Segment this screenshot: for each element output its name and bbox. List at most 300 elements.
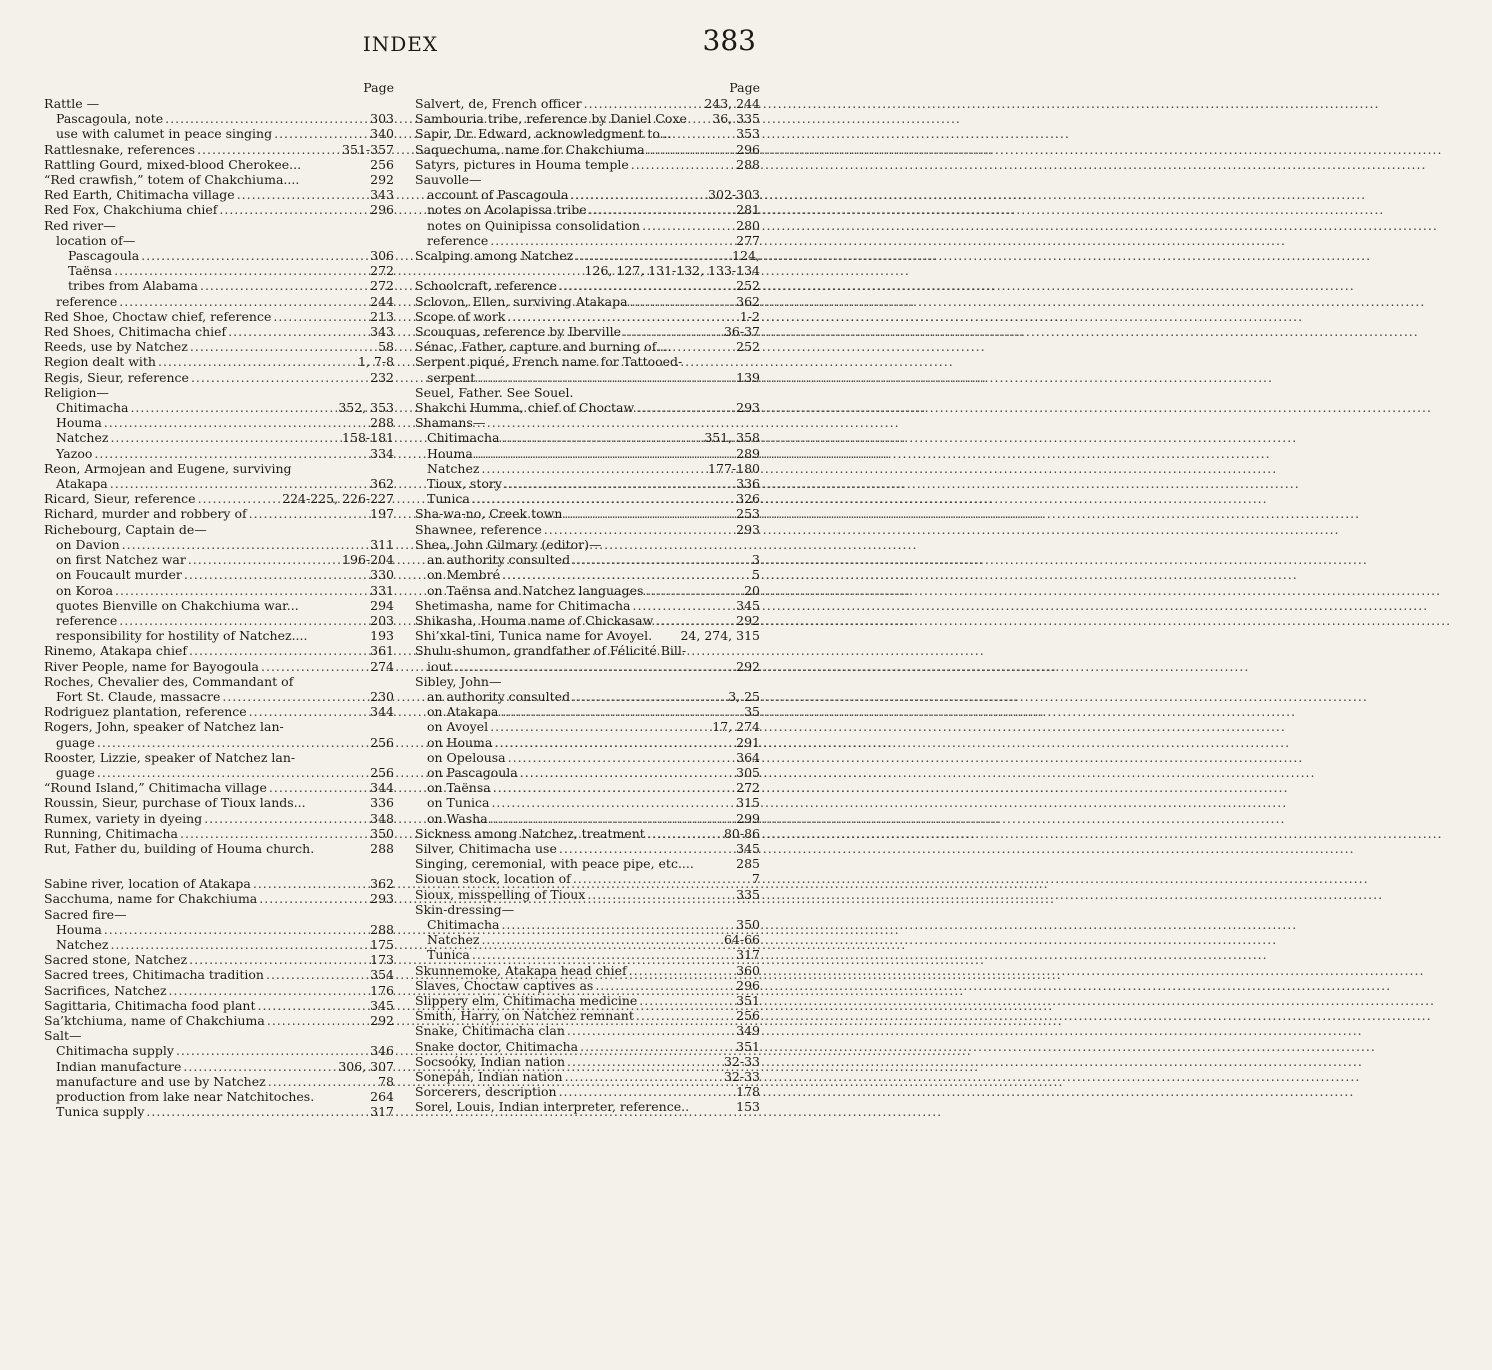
index-entry <box>44 476 394 491</box>
index-entry <box>44 339 394 354</box>
index-entry <box>44 735 394 750</box>
index-entry <box>44 506 394 521</box>
entry-term: serpent <box>427 369 476 385</box>
entry-term: Indian manufacture <box>56 1058 182 1074</box>
dot-leader <box>104 415 368 430</box>
dot-leader <box>197 142 340 157</box>
entry-term: Slippery elm, Chitimacha medicine <box>415 992 638 1008</box>
entry-term: Richard, murder and robbery of <box>44 506 247 522</box>
dot-leader <box>572 689 726 704</box>
dot-leader <box>261 659 368 674</box>
entry-term: Smith, Harry, on Natchez remnant <box>415 1008 634 1024</box>
entry-page-ref: 5 <box>752 567 760 583</box>
entry-page-ref: 364 <box>736 749 760 765</box>
entry-page-ref: 58 <box>378 339 394 355</box>
index-entry <box>44 952 394 967</box>
entry-term: Yazoo <box>56 445 93 461</box>
entry-page-ref: 3, 25 <box>728 688 760 704</box>
entry-term: Shi’xkal-tīni, Tunica name for Avoyel. <box>415 628 653 644</box>
entry-term: River People, name for Bayogoula <box>44 658 260 674</box>
index-entry <box>44 430 394 445</box>
entry-page-ref: 351, 358 <box>704 430 760 446</box>
index-column-left <box>44 80 394 1119</box>
entry-page-ref: 158-181 <box>342 430 394 446</box>
dot-leader <box>493 780 734 795</box>
dot-leader <box>97 735 368 750</box>
entry-term: Sonepáh, Indian nation <box>415 1069 563 1084</box>
dot-leader <box>504 476 734 491</box>
entry-page-ref: 302-303 <box>708 187 760 203</box>
index-entry <box>44 491 394 506</box>
entry-page-ref: 252 <box>736 339 760 355</box>
dot-leader <box>636 400 734 415</box>
dot-leader <box>110 430 340 445</box>
index-entry <box>415 704 760 719</box>
index-entry <box>44 1089 394 1104</box>
dot-leader <box>481 932 722 947</box>
entry-term: Tunica <box>427 491 470 507</box>
entry-page-ref: 317 <box>736 947 760 963</box>
entry-term: Sickness among Natchez, treatment <box>415 825 645 841</box>
entry-term: Regis, Sieur, reference <box>44 369 189 385</box>
entry-page-ref: 252 <box>736 278 760 294</box>
entry-term: Scouquas, reference by Iberville <box>415 324 621 340</box>
entry-page-ref: 350 <box>370 825 394 841</box>
index-heading: Shamans— <box>415 415 486 431</box>
entry-term: on Atakapa <box>427 704 499 720</box>
entry-term: Shakchi Humma, chief of Choctaw <box>415 400 635 416</box>
index-entry <box>415 613 760 628</box>
entry-page-ref: 224-225, 226-227 <box>282 491 394 507</box>
index-entry <box>415 248 760 263</box>
entry-term: Chitimacha supply <box>56 1043 174 1059</box>
entry-page-ref: 20 <box>744 582 760 598</box>
index-entry <box>44 1104 394 1119</box>
dot-leader <box>520 765 734 780</box>
entry-term: an authority consulted <box>427 552 571 568</box>
entry-term: on Washa <box>427 810 488 826</box>
dot-leader <box>573 871 750 886</box>
index-heading: Salt— <box>44 1028 82 1044</box>
entry-page-ref: 32-33 <box>723 1069 760 1084</box>
entry-page-ref: 32-33 <box>723 1053 760 1069</box>
dot-leader <box>115 583 368 598</box>
index-entry <box>44 891 394 906</box>
entry-term: Ricard, Sieur, reference <box>44 491 196 507</box>
entry-term: Socsoóky, Indian nation <box>415 1053 566 1069</box>
dot-leader <box>575 248 730 263</box>
entry-page-ref: 306 <box>370 248 394 264</box>
entry-page-ref: 272 <box>370 278 394 294</box>
entry-term: iout <box>427 658 452 674</box>
entry-term: Pascagoula <box>68 248 140 264</box>
entry-page-ref: 315 <box>736 795 760 811</box>
index-entry <box>415 1084 760 1099</box>
index-entry <box>44 643 394 658</box>
index-entry <box>44 841 394 856</box>
dot-leader <box>273 309 368 324</box>
index-entry <box>415 522 760 537</box>
entry-page-ref: 1, 7-8 <box>357 354 394 370</box>
index-entry <box>415 187 760 202</box>
entry-page-ref: 272 <box>370 263 394 279</box>
index-entry <box>415 324 760 339</box>
entry-term: on Opelousa <box>427 749 506 765</box>
entry-term: Rumex, variety in dyeing <box>44 810 203 826</box>
dot-leader <box>146 1104 368 1119</box>
entry-page-ref: 335 <box>736 886 760 902</box>
index-entry <box>44 826 394 841</box>
index-entry <box>415 811 760 826</box>
entry-page-ref: 317 <box>370 1104 394 1120</box>
entry-page-ref: 351 <box>736 1038 760 1054</box>
entry-page-ref: 294 <box>370 597 394 613</box>
dot-leader <box>190 339 376 354</box>
index-entry <box>44 415 394 430</box>
entry-page-ref: 292 <box>370 172 394 188</box>
index-entry <box>415 202 760 217</box>
dot-leader <box>249 506 369 521</box>
index-entry <box>415 932 760 947</box>
entry-term: Sorcerers, description <box>415 1084 557 1100</box>
entry-term: tribes from Alabama <box>68 278 198 294</box>
entry-term: Sacred stone, Natchez <box>44 952 188 968</box>
index-entry <box>44 967 394 982</box>
index-entry <box>44 354 394 369</box>
index-entry <box>44 202 394 217</box>
dot-leader <box>158 354 356 369</box>
entry-term: Region dealt with <box>44 354 156 370</box>
dot-leader <box>491 795 734 810</box>
index-heading: Red river— <box>44 217 116 233</box>
index-entry <box>415 1023 760 1038</box>
index-entry <box>44 689 394 704</box>
entry-term: manufacture and use by Natchez <box>56 1073 266 1089</box>
entry-term: Sioux, misspelling of Tioux <box>415 886 586 902</box>
index-entry <box>415 339 760 354</box>
entry-page-ref: 345 <box>370 997 394 1013</box>
entry-term: Sacred trees, Chitimacha tradition <box>44 967 264 983</box>
entry-page-ref: 230 <box>370 688 394 704</box>
index-entry <box>44 598 394 613</box>
index-entry <box>415 841 760 856</box>
index-entry <box>44 704 394 719</box>
dot-leader <box>508 750 735 765</box>
entry-page-ref: 232 <box>370 369 394 385</box>
index-entry <box>415 1069 760 1084</box>
entry-page-ref: 17, 274 <box>712 719 760 735</box>
index-entry <box>415 978 760 993</box>
index-heading: Reon, Armojean and Eugene, surviving <box>44 460 292 476</box>
entry-term: Siouan stock, location of <box>415 871 571 887</box>
dot-leader <box>97 765 368 780</box>
entry-term: Silver, Chitimacha use <box>415 840 557 856</box>
column-page-heading: Page <box>729 80 760 95</box>
dot-leader <box>490 811 734 826</box>
index-entry <box>415 947 760 962</box>
dot-leader <box>200 278 368 293</box>
dot-leader <box>180 826 368 841</box>
index-entry <box>415 552 760 567</box>
index-heading: Shea, John Gilmary (editor)— <box>415 536 602 552</box>
entry-term: Slaves, Choctaw captives as <box>415 977 594 993</box>
entry-page-ref: 291 <box>736 734 760 750</box>
index-entry <box>415 400 760 415</box>
index-entry <box>415 294 760 309</box>
dot-leader <box>502 567 750 582</box>
dot-leader <box>253 876 368 891</box>
index-entry <box>44 567 394 582</box>
entry-term: Rut, Father du, building of Houma church. <box>44 840 315 856</box>
entry-page-ref: 36-37 <box>723 324 760 340</box>
entry-page-ref: 362 <box>736 293 760 309</box>
entry-term: use with calumet in peace singing <box>56 126 273 142</box>
entry-term: Scalping among Natchez <box>415 248 574 264</box>
entry-page-ref: 274 <box>370 658 394 674</box>
entry-page-ref: 288 <box>370 415 394 431</box>
entry-page-ref: 348 <box>370 810 394 826</box>
entry-page-ref: 177-180 <box>708 460 760 476</box>
index-entry <box>44 780 394 795</box>
column-page-heading: Page <box>363 80 394 95</box>
entry-page-ref: 331 <box>370 582 394 598</box>
entry-term: Sambouria tribe, reference by Daniel Coxe <box>415 111 687 127</box>
entry-page-ref: 296 <box>736 977 760 993</box>
entry-page-ref: 360 <box>736 962 760 978</box>
entry-term: Sacchuma, name for Chakchiuma <box>44 891 258 907</box>
dot-leader <box>104 922 368 937</box>
entry-page-ref: 196-204 <box>342 552 394 568</box>
dot-leader <box>559 1084 735 1099</box>
index-entry <box>415 871 760 886</box>
index-entry <box>44 157 394 172</box>
entry-page-ref: 340 <box>370 126 394 142</box>
entry-page-ref: 36, 335 <box>712 111 760 127</box>
entry-page-ref: 176 <box>370 982 394 998</box>
entry-page-ref: 253 <box>736 506 760 522</box>
entry-page-ref: 80-86 <box>723 825 760 841</box>
entry-term: responsibility for hostility of Natchez.... <box>56 628 308 644</box>
entry-term: Rattlesnake, references <box>44 141 196 157</box>
entry-term: Skunnemoke, Atakapa head chief <box>415 962 627 978</box>
dot-leader <box>567 1023 734 1038</box>
dot-leader <box>587 887 734 902</box>
entry-page-ref: 243, 244 <box>704 96 760 111</box>
entry-term: Red Shoes, Chitimacha chief <box>44 324 227 340</box>
entry-page-ref: 288 <box>370 840 394 856</box>
dot-leader <box>268 1074 376 1089</box>
index-entry <box>44 811 394 826</box>
index-entry <box>415 598 760 613</box>
entry-term: Salvert, de, French officer <box>415 96 582 111</box>
entry-page-ref: 3 <box>752 552 760 568</box>
index-heading: Rattle — <box>44 96 100 111</box>
entry-term: on Foucault murder <box>56 567 182 583</box>
entry-page-ref: 288 <box>370 921 394 937</box>
entry-term: Pascagoula, note <box>56 111 164 127</box>
index-heading: Rooster, Lizzie, speaker of Natchez lan- <box>44 749 296 765</box>
index-entry <box>44 998 394 1013</box>
index-entry <box>415 795 760 810</box>
dot-leader <box>237 187 368 202</box>
entry-page-ref: 293 <box>370 891 394 907</box>
dot-leader <box>119 294 368 309</box>
dot-leader <box>572 552 750 567</box>
entry-page-ref: 64-66 <box>723 932 760 948</box>
index-entry <box>415 1099 760 1114</box>
page-number: 383 <box>702 24 756 57</box>
entry-page-ref: 306, 307 <box>338 1058 394 1074</box>
entry-term: guage <box>56 764 95 780</box>
dot-leader <box>249 704 368 719</box>
entry-page-ref: 256 <box>370 764 394 780</box>
entry-term: on Membré <box>427 567 500 583</box>
index-entry <box>44 111 394 126</box>
section-gap <box>44 856 394 876</box>
index-entry <box>415 491 760 506</box>
entry-term: Houma <box>56 415 102 431</box>
index-entry <box>44 278 394 293</box>
entry-page-ref: 296 <box>370 202 394 218</box>
index-heading: Sibley, John— <box>415 673 502 689</box>
entry-term: Red Shoe, Choctaw chief, reference <box>44 308 272 324</box>
dot-leader <box>630 294 735 309</box>
index-entry <box>44 937 394 952</box>
index-entry <box>415 233 760 248</box>
dot-leader <box>655 613 734 628</box>
entry-term: Sha-wa-no, Creek town <box>415 506 563 522</box>
entry-term: Snake, Chitimacha clan <box>415 1023 565 1039</box>
index-entry <box>415 963 760 978</box>
entry-page-ref: 35 <box>744 704 760 720</box>
entry-page-ref: 351-357 <box>342 141 394 157</box>
entry-term: Tioux, story <box>427 476 502 492</box>
entry-term: on Pascagoula <box>427 764 518 780</box>
entry-page-ref: 344 <box>370 780 394 796</box>
entry-page-ref: 311 <box>370 536 394 552</box>
dot-leader <box>589 202 735 217</box>
entry-page-ref: 292 <box>736 658 760 674</box>
dot-leader <box>454 659 735 674</box>
entry-page-ref: 351 <box>736 992 760 1008</box>
entry-page-ref: 296 <box>736 141 760 157</box>
dot-leader <box>584 96 703 111</box>
entry-term: Shikasha, Houma name of Chickasaw <box>415 612 654 628</box>
entry-page-ref: 178 <box>736 1084 760 1100</box>
entry-term: on Avoyel <box>427 719 489 735</box>
index-entry <box>415 461 760 476</box>
dot-leader <box>472 491 734 506</box>
index-entry <box>415 659 760 674</box>
index-heading: location of— <box>56 232 136 248</box>
entry-page-ref: 193 <box>370 628 394 644</box>
dot-leader <box>645 583 742 598</box>
index-entry <box>415 1054 760 1069</box>
dot-leader <box>267 1013 368 1028</box>
entry-term: on Tunica <box>427 795 490 811</box>
dot-leader <box>188 552 340 567</box>
dot-leader <box>647 826 722 841</box>
dot-leader <box>490 719 710 734</box>
entry-page-ref: 352, 353 <box>338 400 394 416</box>
dot-leader <box>183 1059 336 1074</box>
dot-leader <box>647 142 734 157</box>
entry-term: Natchez <box>427 460 480 476</box>
entry-term: on first Natchez war <box>56 552 186 568</box>
index-entry <box>415 111 760 126</box>
dot-leader <box>119 613 368 628</box>
dot-leader <box>564 506 734 521</box>
entry-page-ref: 78 <box>378 1073 394 1089</box>
dot-leader <box>544 522 734 537</box>
entry-term: Red Earth, Chitimacha village <box>44 187 235 203</box>
index-entry <box>415 567 760 582</box>
entry-term: Sclovon, Ellen, surviving Atakapa <box>415 293 628 309</box>
entry-term: Chitimacha <box>427 916 500 932</box>
entry-page-ref: 292 <box>736 612 760 628</box>
dot-leader <box>130 400 336 415</box>
dot-leader <box>198 491 281 506</box>
entry-term: Taënsa <box>68 263 113 279</box>
entry-term: Natchez <box>427 932 480 948</box>
index-entry <box>415 446 760 461</box>
entry-term: reference <box>427 232 489 248</box>
index-entry <box>44 628 394 643</box>
entry-page-ref: 213 <box>370 308 394 324</box>
entry-term: guage <box>56 734 95 750</box>
entry-page-ref: 175 <box>370 936 394 952</box>
dot-leader <box>189 643 368 658</box>
index-heading: Rogers, John, speaker of Natchez lan- <box>44 719 284 735</box>
entry-term: Chitimacha <box>427 430 500 446</box>
entry-page-ref: 272 <box>736 780 760 796</box>
dot-leader <box>257 998 368 1013</box>
entry-term: Tunica supply <box>56 1104 145 1120</box>
entry-page-ref: 288 <box>736 156 760 172</box>
index-entry <box>44 187 394 202</box>
index-entry <box>415 993 760 1008</box>
index-entry <box>415 780 760 795</box>
dot-leader <box>269 780 368 795</box>
index-entry <box>415 309 760 324</box>
entry-page-ref: 344 <box>370 704 394 720</box>
dot-leader <box>567 1054 722 1069</box>
dot-leader <box>570 187 706 202</box>
index-column-right <box>415 80 760 1115</box>
entry-page-ref: 336 <box>370 795 394 811</box>
dot-leader <box>169 983 369 998</box>
entry-page-ref: 362 <box>370 876 394 892</box>
entry-term: Sénac, Father, capture and burning of.... <box>415 339 672 355</box>
entry-page-ref: 277 <box>736 232 760 248</box>
index-entry <box>44 876 394 891</box>
entry-page-ref: 361 <box>370 643 394 659</box>
index-heading: Richebourg, Captain de— <box>44 521 207 537</box>
entry-term: “Round Island,” Chitimacha village <box>44 780 267 796</box>
entry-term: Seuel, Father. See Souel. <box>415 384 574 400</box>
dot-leader <box>191 370 368 385</box>
index-entry <box>44 1043 394 1058</box>
entry-page-ref: 353 <box>736 126 760 142</box>
dot-leader <box>184 567 368 582</box>
entry-page-ref: 139 <box>736 369 760 385</box>
entry-term: Sabine river, location of Atakapa <box>44 876 251 892</box>
dot-leader <box>632 598 734 613</box>
index-entry <box>415 628 760 643</box>
index-heading: Skin-dressing— <box>415 901 515 917</box>
entry-term: Saquechuma, name for Chakchiuma <box>415 141 645 157</box>
entry-page-ref: 289 <box>736 445 760 461</box>
